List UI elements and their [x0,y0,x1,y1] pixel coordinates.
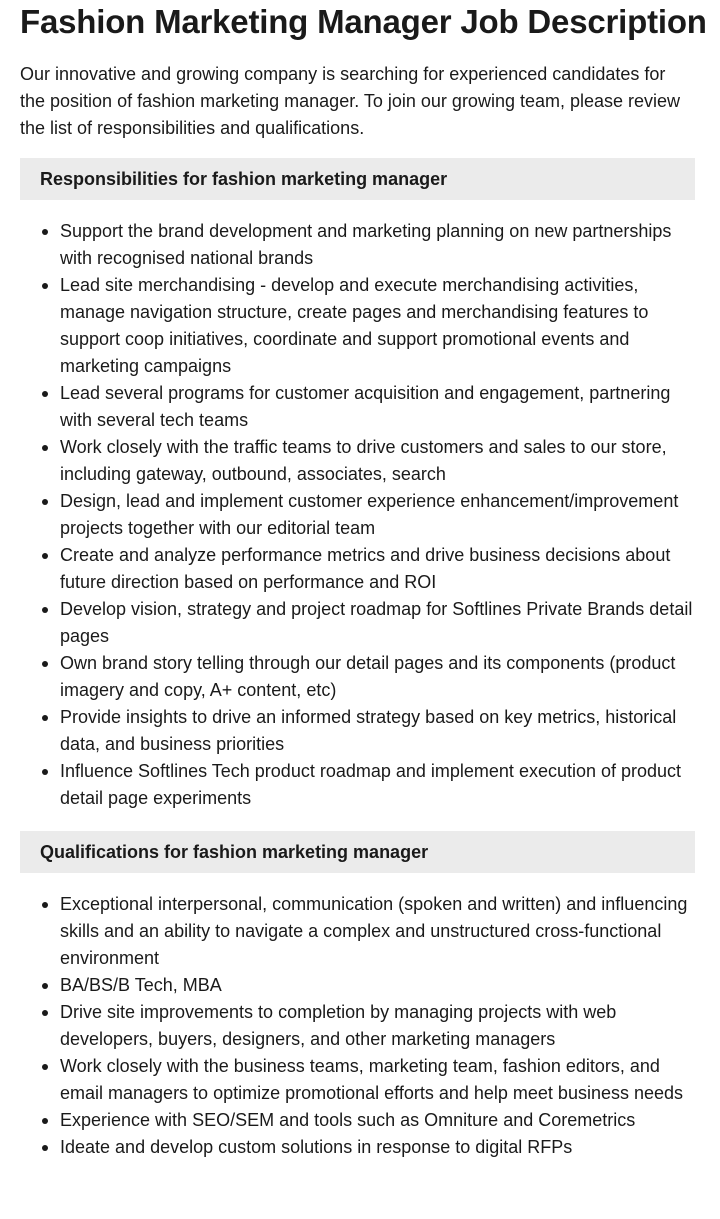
list-item: Experience with SEO/SEM and tools such as Omniture and Coremetrics [60,1107,695,1134]
list-item: Influence Softlines Tech product roadmap and implement execution of product detail page experiments [60,758,695,812]
list-item: Work closely with the business teams, marketing team, fashion editors, and email managers to optimize promotional efforts and help meet business needs [60,1053,695,1107]
list-item: Design, lead and implement customer experience enhancement/improvement projects together with our editorial team [60,488,695,542]
qualifications-heading: Qualifications for fashion marketing manager [20,831,695,873]
list-item: Lead site merchandising - develop and execute merchandising activities, manage navigation structure, create pages and merchandising features to support coop initiatives, coordinate and support promotional events and marketing campaigns [60,272,695,380]
list-item: Work closely with the traffic teams to drive customers and sales to our store, including gateway, outbound, associates, search [60,434,695,488]
responsibilities-list [20,218,695,812]
list-item: Provide insights to drive an informed strategy based on key metrics, historical data, and business priorities [60,704,695,758]
list-item: Create and analyze performance metrics and drive business decisions about future direction based on performance and ROI [60,542,695,596]
list-item: BA/BS/B Tech, MBA [60,972,695,999]
list-item: Develop vision, strategy and project roadmap for Softlines Private Brands detail pages [60,596,695,650]
list-item: Drive site improvements to completion by managing projects with web developers, buyers, designers, and other marketing managers [60,999,695,1053]
list-item: Ideate and develop custom solutions in response to digital RFPs [60,1134,695,1161]
list-item: Lead several programs for customer acquisition and engagement, partnering with several tech teams [60,380,695,434]
list-item: Support the brand development and marketing planning on new partnerships with recognised national brands [60,218,695,272]
list-item: Exceptional interpersonal, communication (spoken and written) and influencing skills and an ability to navigate a complex and unstructured cross-functional environment [60,891,695,972]
page-title: Fashion Marketing Manager Job Description [20,3,707,40]
list-item: Own brand story telling through our detail pages and its components (product imagery and copy, A+ content, etc) [60,650,695,704]
responsibilities-heading: Responsibilities for fashion marketing manager [20,158,695,200]
intro-paragraph: Our innovative and growing company is searching for experienced candidates for the position of fashion marketing manager. To join our growing team, please review the list of responsibilities and qualifications. [20,64,681,138]
qualifications-list [20,891,695,1161]
